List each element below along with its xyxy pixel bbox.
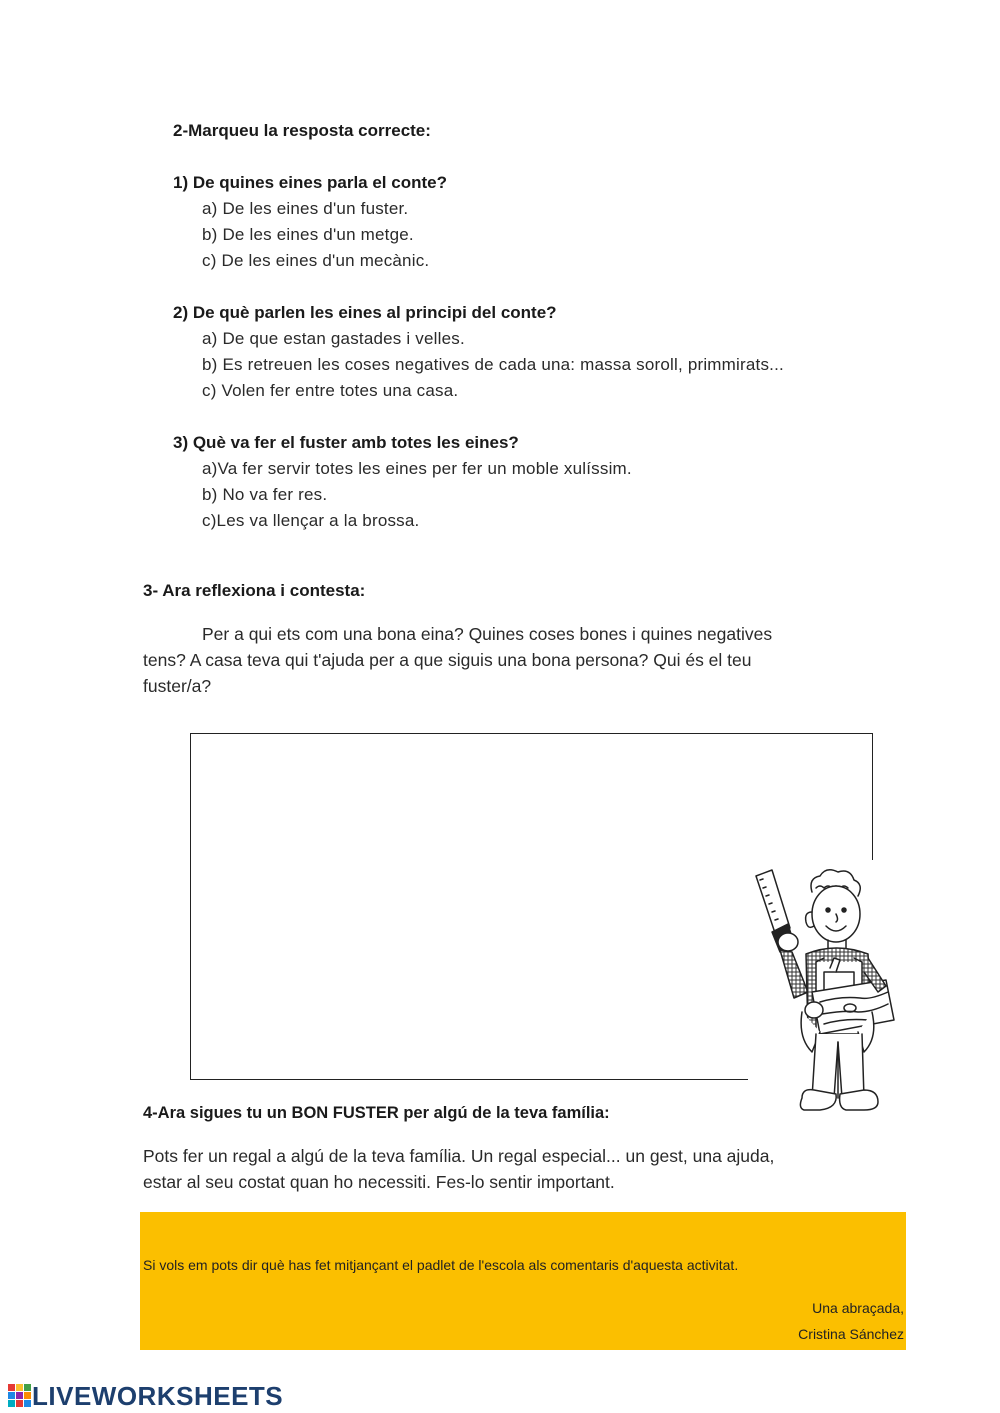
message-banner bbox=[140, 1212, 906, 1350]
section-4-line-1: Pots fer un regal a algú de la teva família. Un regal especial... un gest, una ajuda, bbox=[143, 1146, 775, 1166]
section-4-line-2: estar al seu costat quan ho necessiti. Fes-lo sentir important. bbox=[143, 1172, 615, 1192]
section-3-line-1: Per a qui ets com una bona eina? Quines coses bones i quines negatives bbox=[202, 624, 773, 644]
question-1-option-b[interactable]: b) De les eines d'un metge. bbox=[202, 225, 414, 244]
section-3-line-2: tens? A casa teva qui t'ajuda per a que siguis una bona persona? Qui és el teu bbox=[143, 650, 752, 670]
section-4-title: 4-Ara sigues tu un BON FUSTER per algú de la teva família: bbox=[143, 1104, 610, 1122]
banner-signature: Cristina Sánchez bbox=[798, 1326, 904, 1342]
liveworksheets-logo[interactable] bbox=[8, 1381, 283, 1411]
question-1: 1) De quines eines parla el conte? bbox=[173, 173, 447, 192]
question-2-option-b[interactable]: b) Es retreuen les coses negatives de cada una: massa soroll, primmirats... bbox=[202, 355, 784, 374]
logo-text: LIVEWORKSHEETS bbox=[32, 1380, 284, 1411]
question-3-option-c[interactable]: c)Les va llençar a la brossa. bbox=[202, 511, 420, 530]
banner-closing: Una abraçada, bbox=[812, 1300, 904, 1316]
question-3: 3) Què va fer el fuster amb totes les eines? bbox=[173, 433, 519, 452]
question-2-option-a[interactable]: a) De que estan gastades i velles. bbox=[202, 329, 465, 348]
question-1-option-c[interactable]: c) De les eines d'un mecànic. bbox=[202, 251, 430, 270]
question-2-option-c[interactable]: c) Volen fer entre totes una casa. bbox=[202, 381, 459, 400]
question-3-option-a[interactable]: a)Va fer servir totes les eines per fer un moble xulíssim. bbox=[202, 459, 632, 478]
banner-message: Si vols em pots dir què has fet mitjançant el padlet de l'escola als comentaris d'aquesta activitat. bbox=[143, 1257, 739, 1273]
question-3-option-b[interactable]: b) No va fer res. bbox=[202, 485, 328, 504]
section-2-title: 2-Marqueu la resposta correcte: bbox=[173, 121, 431, 140]
carpenter-illustration bbox=[750, 862, 910, 1122]
liveworksheets-logo-icon bbox=[8, 1384, 32, 1408]
section-3-title: 3- Ara reflexiona i contesta: bbox=[143, 581, 366, 600]
question-1-option-a[interactable]: a) De les eines d'un fuster. bbox=[202, 199, 409, 218]
question-2: 2) De què parlen les eines al principi del conte? bbox=[173, 303, 557, 322]
section-3-line-3: fuster/a? bbox=[143, 676, 212, 696]
